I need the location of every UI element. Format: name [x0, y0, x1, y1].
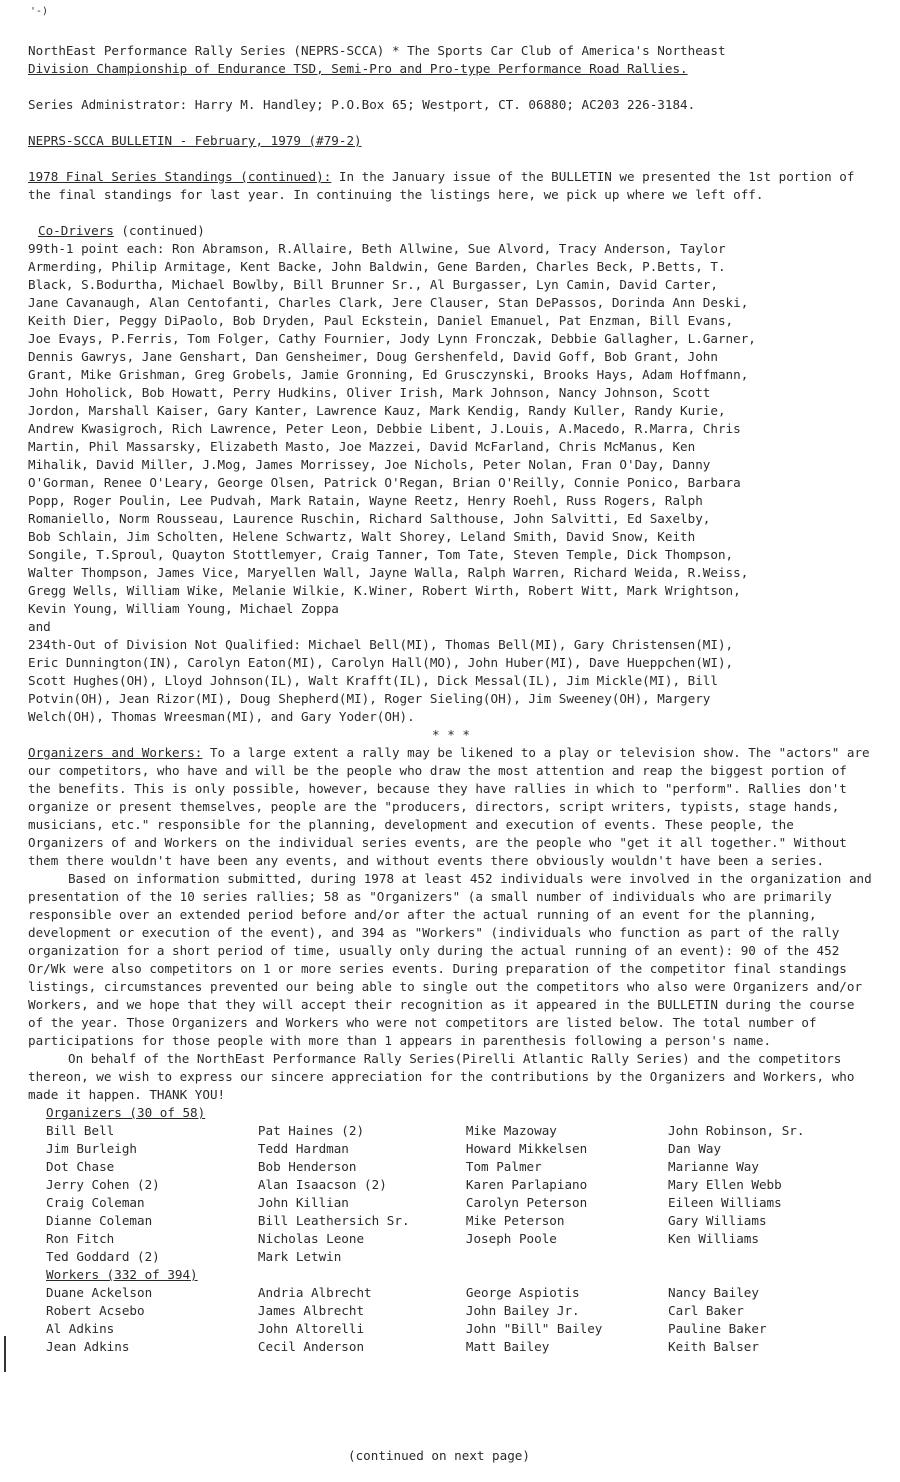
name-list-item: Dianne Coleman — [46, 1213, 153, 1228]
codriver-line: Songile, T.Sproul, Quayton Stottlemyer, Craig Tanner, Tom Tate, Steven Temple, Dick Thompson, — [28, 547, 734, 562]
codriver-line: Dennis Gawrys, Jane Genshart, Dan Gensheimer, Doug Gershenfeld, David Goff, Bob Grant, John — [28, 349, 718, 364]
out-of-division-line: Eric Dunnington(IN), Carolyn Eaton(MI), Carolyn Hall(MO), John Huber(MI), Dave Hueppchen(WI), — [28, 655, 734, 670]
name-list-item: Keith Balser — [667, 1339, 759, 1354]
codrivers-heading-suffix: (continued) — [113, 223, 205, 238]
codriver-line: Gregg Wells, William Wike, Melanie Wilkie, K.Winer, Robert Wirth, Robert Witt, Mark Wrightson, — [28, 583, 741, 598]
name-list-item: Ron Fitch — [46, 1231, 115, 1246]
continued-note: (continued on next page) — [348, 1448, 530, 1463]
organizers-para-1-text: To a large extent a rally may be likened to a play or television show. The "actors" are our competitors, who have and will be the people who draw the most attention and reap the biggest portion of the benefits. This is only possible, however, because they have rallies in which to "perform". Rallies don't organize or present themselves, people are the "producers, directors, script writers, typists, stage hands, musicians, etc." responsible for the planning, development and execution of events. These people, the Organizers of and Workers on the individual series events, are the people who "get it all together." Without them there wouldn't have been any events, and without events there obviously wouldn't have been a series. — [28, 745, 870, 868]
name-list-item: Tedd Hardman — [257, 1141, 349, 1156]
name-list-item: George Aspiotis — [465, 1285, 580, 1300]
name-list-item: Andria Albrecht — [257, 1285, 372, 1300]
header-line-1: NorthEast Performance Rally Series (NEPRS-SCCA) * The Sports Car Club of America's Northeast — [28, 43, 726, 58]
name-list-item: Carolyn Peterson — [465, 1195, 588, 1210]
bulletin-page — [28, 22, 874, 1356]
name-list-item: Jerry Cohen (2) — [46, 1177, 160, 1192]
codriver-line: Jordon, Marshall Kaiser, Gary Kanter, Lawrence Kauz, Mark Kendig, Randy Kuller, Randy Kurie, — [28, 403, 726, 418]
name-list-item: Nicholas Leone — [257, 1231, 365, 1246]
name-list-item: Alan Isaacson (2) — [257, 1177, 387, 1192]
name-list-item: Jean Adkins — [46, 1339, 130, 1354]
name-list-item: Bill Leathersich Sr. — [257, 1213, 410, 1228]
workers-col-4 — [668, 1284, 874, 1356]
codriver-line: Walter Thompson, James Vice, Maryellen Wall, Jayne Walla, Ralph Warren, Richard Weida, R.Weiss, — [28, 565, 749, 580]
codriver-line: Joe Evays, P.Ferris, Tom Folger, Cathy Fournier, Jody Lynn Fronczak, Debbie Gallagher, L.Garner, — [28, 331, 756, 346]
name-list-item: Tom Palmer — [465, 1159, 542, 1174]
codriver-line: Black, S.Bodurtha, Michael Bowlby, Bill Brunner Sr., Al Burgasser, Lyn Camin, David Carter, — [28, 277, 718, 292]
out-of-division-line: Scott Hughes(OH), Lloyd Johnson(IL), Walt Krafft(IL), Dick Messal(IL), Jim Mickle(MI), Bill — [28, 673, 718, 688]
name-list-item: Nancy Bailey — [667, 1285, 759, 1300]
name-list-item: Ted Goddard (2) — [46, 1249, 160, 1264]
codriver-line: Bob Schlain, Jim Scholten, Helene Schwartz, Walt Shorey, Leland Smith, David Snow, Keith — [28, 529, 696, 544]
out-of-division-list — [28, 636, 874, 726]
organizers-col-4 — [668, 1122, 874, 1266]
name-list-item: Robert Acsebo — [46, 1303, 145, 1318]
organizers-section-heading: Organizers and Workers: — [28, 745, 203, 760]
name-list-item: John Altorelli — [257, 1321, 365, 1336]
codrivers-heading: Co-Drivers — [38, 223, 114, 238]
codriver-line: Romaniello, Norm Rousseau, Laurence Ruschin, Richard Salthouse, John Salvitti, Ed Saxelby, — [28, 511, 711, 526]
organizers-col-2 — [258, 1122, 466, 1266]
name-list-item: John Killian — [257, 1195, 349, 1210]
name-list-item: Bill Bell — [46, 1123, 115, 1138]
codriver-line: Jane Cavanaugh, Alan Centofanti, Charles Clark, Jere Clauser, Stan DePassos, Dorinda Ann Deski, — [28, 295, 749, 310]
name-list-item: Gary Williams — [667, 1213, 767, 1228]
name-list-item: Al Adkins — [46, 1321, 115, 1336]
codriver-line: Grant, Mike Grishman, Greg Grobels, Jamie Gronning, Ed Grusczynski, Brooks Hays, Adam Hoffmann, — [28, 367, 749, 382]
name-list-item: Pat Haines (2) — [257, 1123, 365, 1138]
codriver-line: Kevin Young, William Young, Michael Zoppa — [28, 601, 339, 616]
codriver-line: O'Gorman, Renee O'Leary, George Olsen, Patrick O'Regan, Brian O'Reilly, Connie Ponico, Barbara — [28, 475, 741, 490]
name-list-item: Howard Mikkelsen — [465, 1141, 588, 1156]
organizers-columns — [28, 1122, 874, 1266]
organizers-heading: Organizers (30 of 58) — [46, 1105, 206, 1120]
name-list-item: Karen Parlapiano — [465, 1177, 588, 1192]
codriver-line: Andrew Kwasigroch, Rich Lawrence, Peter Leon, Debbie Libent, J.Louis, A.Macedo, R.Marra, Chris — [28, 421, 741, 436]
organizers-col-1 — [28, 1122, 258, 1266]
name-list-item: Duane Ackelson — [46, 1285, 153, 1300]
and-label: and — [28, 619, 51, 634]
name-list-item: Mike Peterson — [465, 1213, 565, 1228]
corner-mark: '-) — [30, 6, 49, 17]
bulletin-title: NEPRS-SCCA BULLETIN - February, 1979 (#79-2) — [28, 133, 362, 148]
workers-col-2 — [258, 1284, 466, 1356]
workers-heading: Workers (332 of 394) — [46, 1267, 198, 1282]
name-list-item: Pauline Baker — [667, 1321, 767, 1336]
name-list-item: Dan Way — [667, 1141, 722, 1156]
codriver-line: Keith Dier, Peggy DiPaolo, Bob Dryden, Paul Eckstein, Daniel Emanuel, Pat Enzman, Bill Evans, — [28, 313, 734, 328]
workers-col-1 — [28, 1284, 258, 1356]
name-list-item: Joseph Poole — [465, 1231, 557, 1246]
codrivers-heading-line — [28, 222, 874, 240]
workers-col-3 — [466, 1284, 668, 1356]
name-list-item: Cecil Anderson — [257, 1339, 365, 1354]
organizers-para-2: Based on information submitted, during 1978 at least 452 individuals were involved in the organization and presentation of the 10 series rallies; 58 as "Organizers" (a small number of individuals who are primarily responsible over an extended period before and/or after the actual running of an event for the planning, development or execution of the event), and 394 as "Workers" (individuals who function as part of the rally organization for a short period of time, usually only during the actual running of an event): 90 of the 452 Or/Wk were also competitors on 1 or more series events. During preparation of the competitor final standings listings, circumstances prevented our being able to single out the competitors who also were Organizers and/or Workers, and we hope that they will accept their recognition as it appeared in the BULLETIN during the course of the year. Those Organizers and Workers who were not competitors are listed below. The total number of participations for those people with more than 1 appears in parenthesis following a person's name. — [28, 871, 872, 1048]
intro-heading: 1978 Final Series Standings (continued): — [28, 169, 332, 184]
name-list-item: James Albrecht — [257, 1303, 365, 1318]
name-list-item: Mike Mazoway — [465, 1123, 557, 1138]
name-list-item: Dot Chase — [46, 1159, 115, 1174]
header-line-2: Division Championship of Endurance TSD, Semi-Pro and Pro-type Performance Road Rallies. — [28, 61, 688, 76]
out-of-division-line: Potvin(OH), Jean Rizor(MI), Doug Shepherd(MI), Roger Sieling(OH), Jim Sweeney(OH), Margery — [28, 691, 711, 706]
codriver-line: John Hoholick, Bob Howatt, Perry Hudkins, Oliver Irish, Mark Johnson, Nancy Johnson, Scott — [28, 385, 711, 400]
out-of-division-line: 234th-Out of Division Not Qualified: Michael Bell(MI), Thomas Bell(MI), Gary Christensen(MI), — [28, 637, 734, 652]
name-list-item: Matt Bailey — [465, 1339, 550, 1354]
name-list-item: John Robinson, Sr. — [667, 1123, 805, 1138]
codriver-line: Martin, Phil Massarsky, Elizabeth Masto, Joe Mazzei, David McFarland, Chris McManus, Ken — [28, 439, 696, 454]
name-list-item: John "Bill" Bailey — [465, 1321, 603, 1336]
name-list-item: Mary Ellen Webb — [667, 1177, 782, 1192]
out-of-division-line: Welch(OH), Thomas Wreesman(MI), and Gary Yoder(OH). — [28, 709, 415, 724]
workers-columns — [28, 1284, 874, 1356]
organizers-col-3 — [466, 1122, 668, 1266]
organizers-para-3: On behalf of the NorthEast Performance Rally Series(Pirelli Atlantic Rally Series) and the competitors thereon, we wish to express our sincere appreciation for the contributions by the Organizers and Workers, who made it happen. THANK YOU! — [28, 1051, 855, 1102]
name-list-item: Eileen Williams — [667, 1195, 782, 1210]
name-list-item: John Bailey Jr. — [465, 1303, 580, 1318]
series-administrator: Series Administrator: Harry M. Handley; P.O.Box 65; Westport, CT. 06880; AC203 226-3184. — [28, 97, 696, 112]
name-list-item: Jim Burleigh — [46, 1141, 137, 1156]
name-list-item: Ken Williams — [667, 1231, 759, 1246]
intro-paragraph — [28, 168, 874, 204]
codriver-line: Popp, Roger Poulin, Lee Pudvah, Mark Ratain, Wayne Reetz, Henry Roehl, Russ Rogers, Ralph — [28, 493, 703, 508]
name-list-item: Bob Henderson — [257, 1159, 357, 1174]
margin-mark — [4, 1336, 6, 1372]
organizers-para-1 — [28, 744, 874, 870]
codriver-line: Armerding, Philip Armitage, Kent Backe, John Baldwin, Gene Barden, Charles Beck, P.Betts, T. — [28, 259, 726, 274]
name-list-item: Carl Baker — [667, 1303, 744, 1318]
codriver-line: 99th-1 point each: Ron Abramson, R.Allaire, Beth Allwine, Sue Alvord, Tracy Anderson, Taylor — [28, 241, 726, 256]
name-list-item: Marianne Way — [667, 1159, 759, 1174]
name-list-item: Mark Letwin — [257, 1249, 342, 1264]
section-separator: * * * — [432, 727, 470, 742]
codrivers-list — [28, 240, 874, 618]
name-list-item: Craig Coleman — [46, 1195, 145, 1210]
codriver-line: Mihalik, David Miller, J.Mog, James Morrissey, Joe Nichols, Peter Nolan, Fran O'Day, Danny — [28, 457, 711, 472]
intro-text: In the January issue of the BULLETIN we presented the 1st portion of the final standings for last year. In continuing the listings here, we pick up where we left off. — [28, 169, 855, 202]
